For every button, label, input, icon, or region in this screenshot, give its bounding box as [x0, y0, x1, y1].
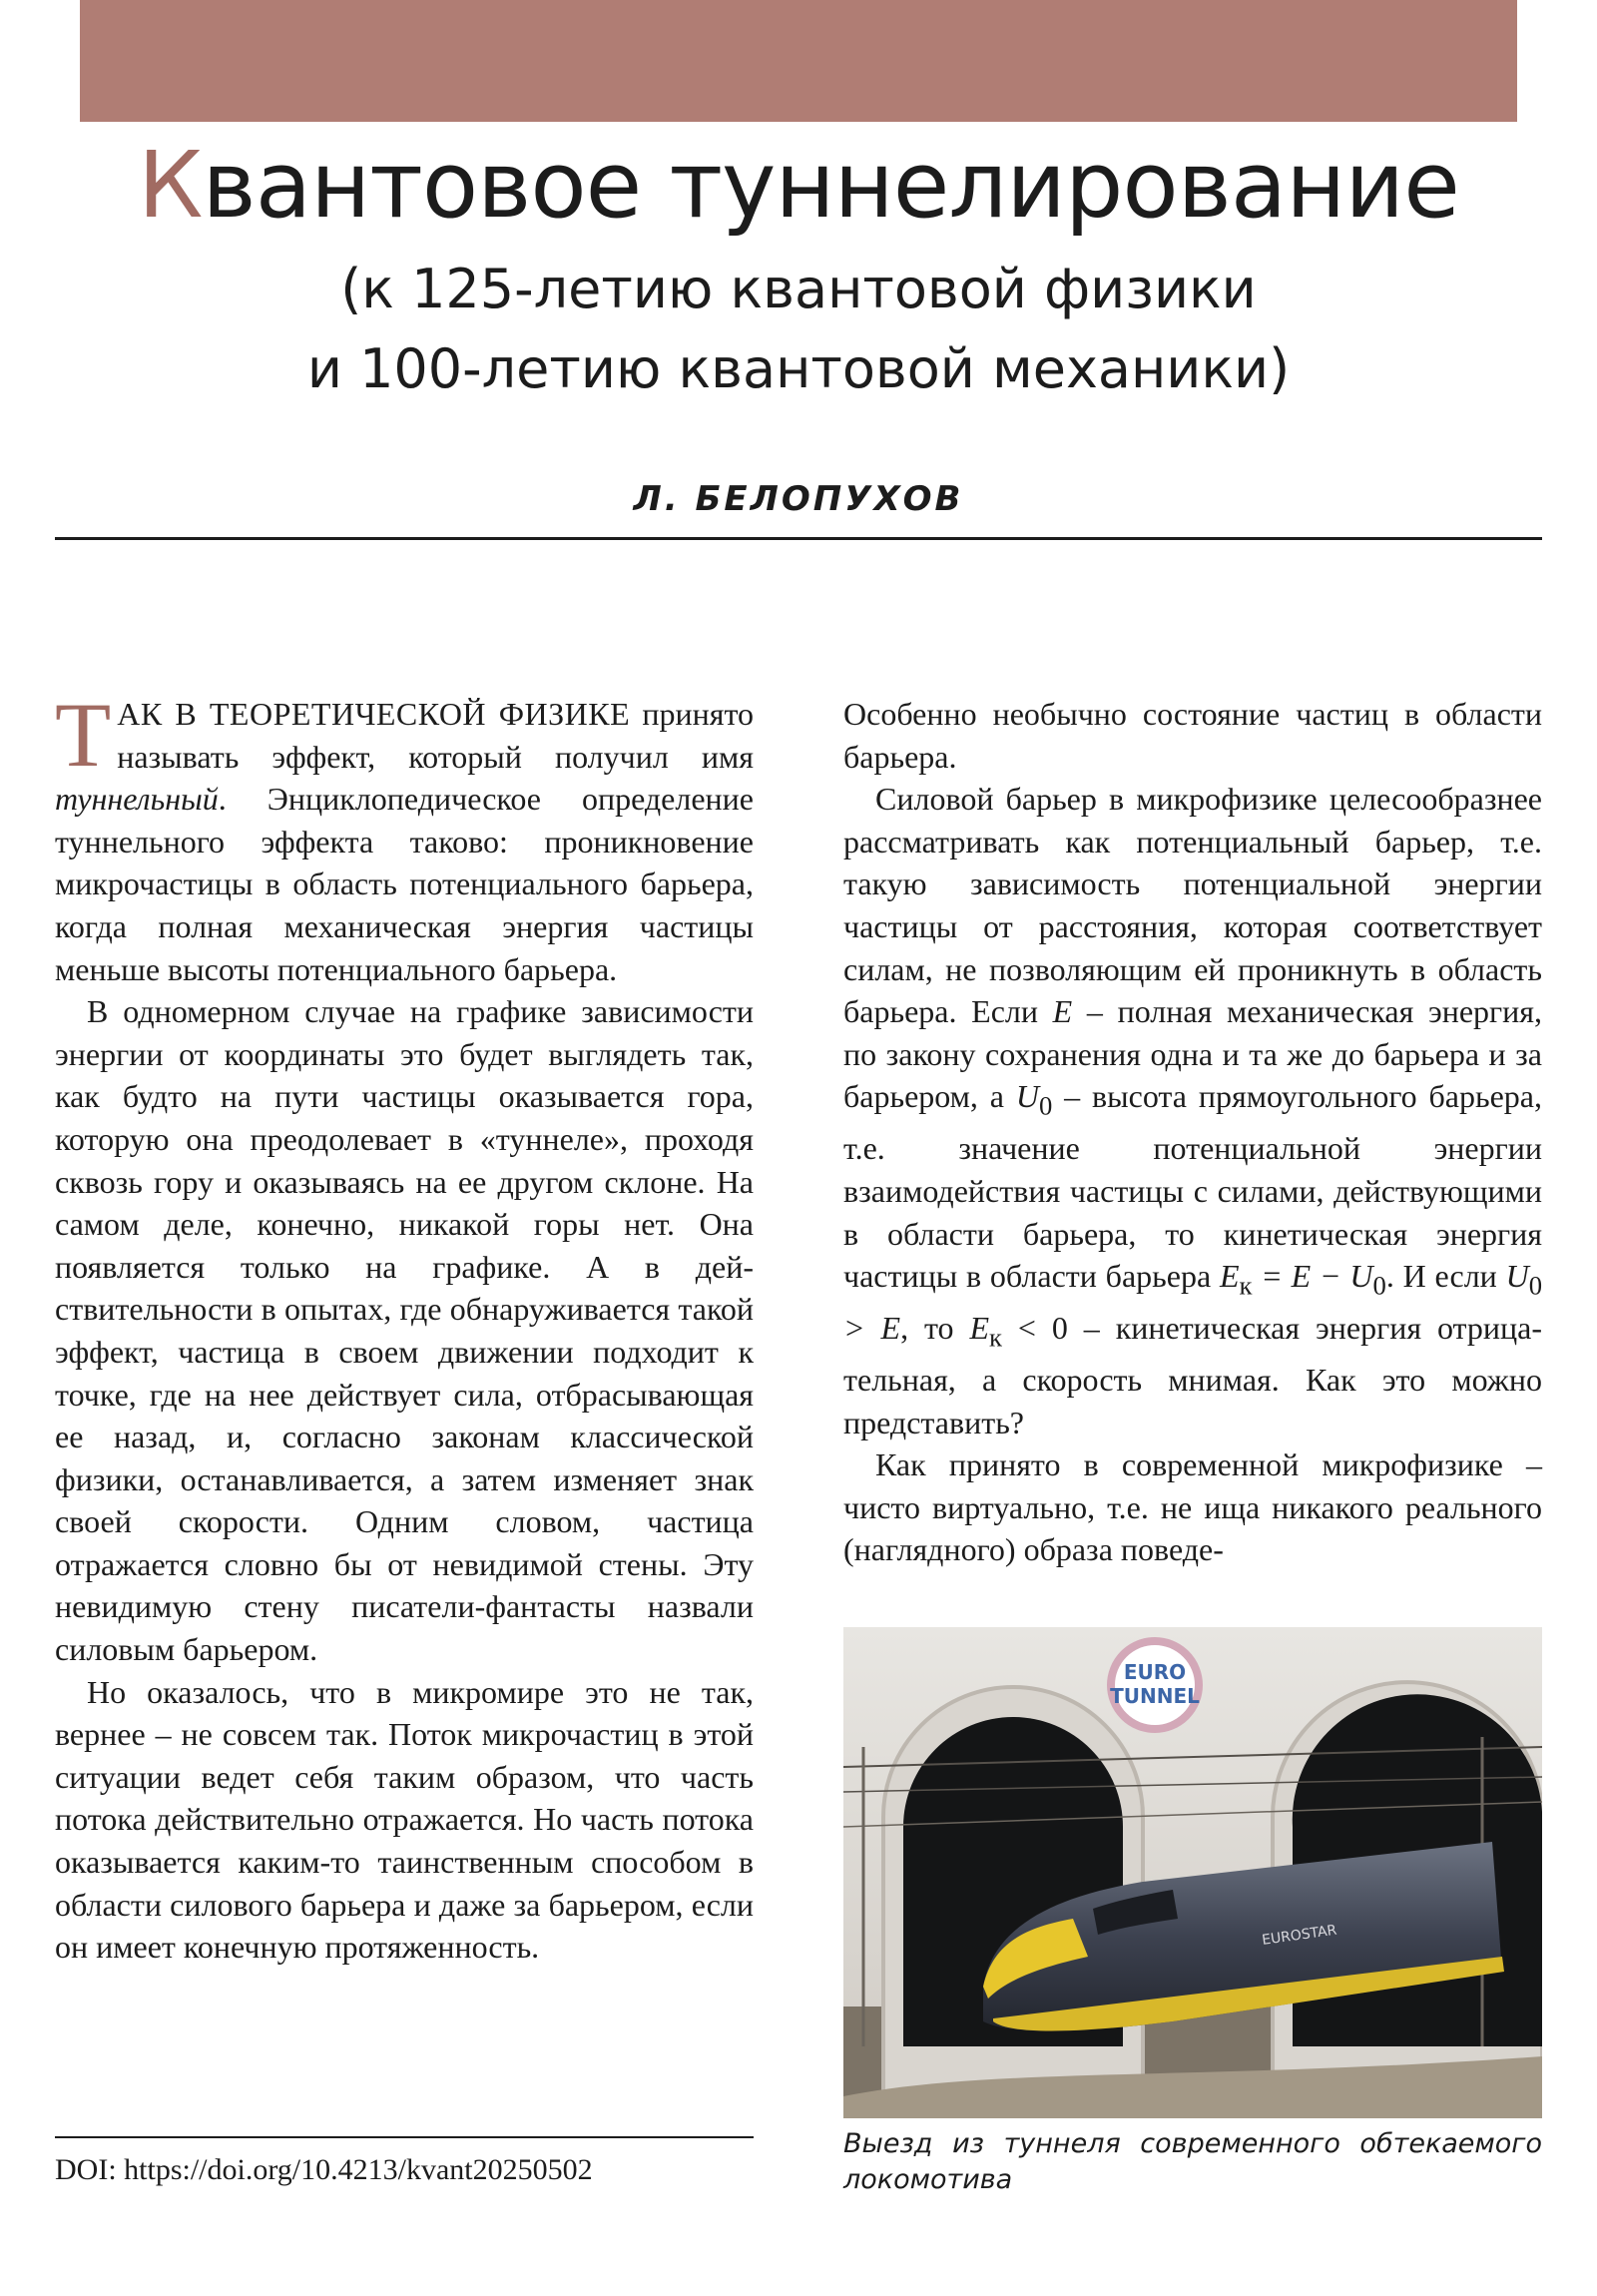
subtitle-line-1: (к 125-летию квантовой физики [340, 258, 1257, 320]
paragraph-6: Как принято в современной микрофизике – чисто виртуально, т.е. не ища никакого реального (наглядного) образа поведе- [843, 1446, 1542, 1568]
paragraph-4: Особенно необычно состояние частиц в области барьера. [843, 696, 1542, 775]
symbol-u: U [1505, 1258, 1529, 1295]
train-livery-text: EUROSTAR [1261, 1922, 1338, 1949]
logo-text-1: EURO [1123, 1660, 1187, 1684]
logo-text-2: TUNNEL [1110, 1684, 1200, 1708]
figure-caption: Выезд из туннеля современного обтекаемого локомотива [843, 2128, 1542, 2195]
symbol-e: E [1052, 993, 1073, 1030]
doi-link[interactable]: DOI: https://doi.org/10.4213/kvant20250502 [55, 2153, 593, 2186]
text-run: – полная механическая энергия, по закону сохранения одна и та же до барьера и за барьером, а [843, 993, 1542, 1115]
symbol-e: E [1219, 1258, 1240, 1295]
text-run: . Энциклопедическое определение туннельного эффекта таково: проникновение микрочастицы в область потенциального барьера, когда полная механическая энергия частицы меньше высоты потенциального барьера. [55, 781, 754, 987]
subscript: 0 [1372, 1270, 1386, 1301]
lead-caps: АК В ТЕОРЕТИЧЕСКОЙ ФИЗИКЕ [117, 696, 631, 732]
eurotunnel-logo [1110, 1641, 1200, 1729]
footnote-divider [55, 2136, 754, 2138]
subscript: к [1239, 1270, 1253, 1301]
text-run: принято называть эффект, который получил имя [117, 696, 755, 775]
paragraph-5 [843, 778, 1542, 1443]
photo-illustration [843, 1627, 1542, 2118]
title-text: вантовое туннелирование [202, 132, 1459, 239]
header-color-band [80, 0, 1517, 122]
paragraph-1 [55, 684, 755, 990]
paragraph-2: В одномерном случае на графике зависимости энергии от координаты это будет выглядеть так, как будто на пути частицы оказывается гора, которую она преодолевает в «туннеле», проходя сквозь гору и оказываясь на ее другом склоне. На самом деле, конечно, никакой горы нет. Она появляется только на графике. А в действительности в опытах, где обнаруживается такой эффект, частица в своем движении подходит к точке, где на нее действует сила, отбрасывающая ее назад, и, согласно законам классической физики, останавливается, а затем изменяет знак своей скорости. Одним словом, частица отражается словно бы от невидимой стены. Эту невидимую стену писатели-фантасты назвали силовым барьером. [55, 993, 754, 1668]
paragraph-3: Но оказалось, что в микромире это не так, вернее – не совсем так. Поток микрочастиц в этой ситуации ведет себя таким образом, что часть потока действительно отражается. Но часть потока оказывается каким-то таинственным способом в области силового барьера и даже за барьером, если он имеет конечную протяженность. [55, 1673, 754, 1966]
author-name: Л. БЕЛОПУХОВ [633, 479, 964, 519]
italic-term: туннельный [55, 781, 219, 818]
left-column [55, 684, 755, 1969]
text-run: . И если [1385, 1258, 1506, 1295]
formula: > E [843, 1310, 901, 1347]
subscript: 0 [1528, 1270, 1543, 1301]
eurotunnel-photo [843, 1627, 1542, 2118]
formula: = E − U [1252, 1258, 1373, 1295]
drop-cap: Т [55, 684, 112, 786]
right-column [843, 693, 1542, 1571]
symbol-e: E [969, 1310, 990, 1347]
subscript: 0 [1038, 1090, 1053, 1121]
text-run: – высота прямоугольного барьера, т.е. значение потенциальной энергии взаимодействия частицы с силами, действующими в области барьера, то кинетическая энергия частицы в области барьера [843, 1078, 1543, 1295]
header-divider [55, 537, 1542, 540]
subscript: к [989, 1322, 1002, 1353]
title-first-letter: К [138, 132, 203, 239]
subtitle-line-2: и 100-летию квантовой механики) [306, 337, 1291, 400]
formula: < 0 [1001, 1310, 1068, 1347]
text-run: Силовой барьер в микрофизике целесообразнее рассматривать как потенциальный барьер, т.е. такую зависимость потенциальной энергии частицы от расстояния, которая соответствует силам, не позволяющим ей проникнуть в область барьера. Если [843, 781, 1542, 1030]
text-run: – кинетическая энергия отрицательная, а скорость мнимая. Как это можно представить? [843, 1310, 1543, 1440]
article-title [60, 130, 1537, 242]
text-run: , то [900, 1310, 970, 1347]
symbol-u: U [1015, 1078, 1039, 1115]
